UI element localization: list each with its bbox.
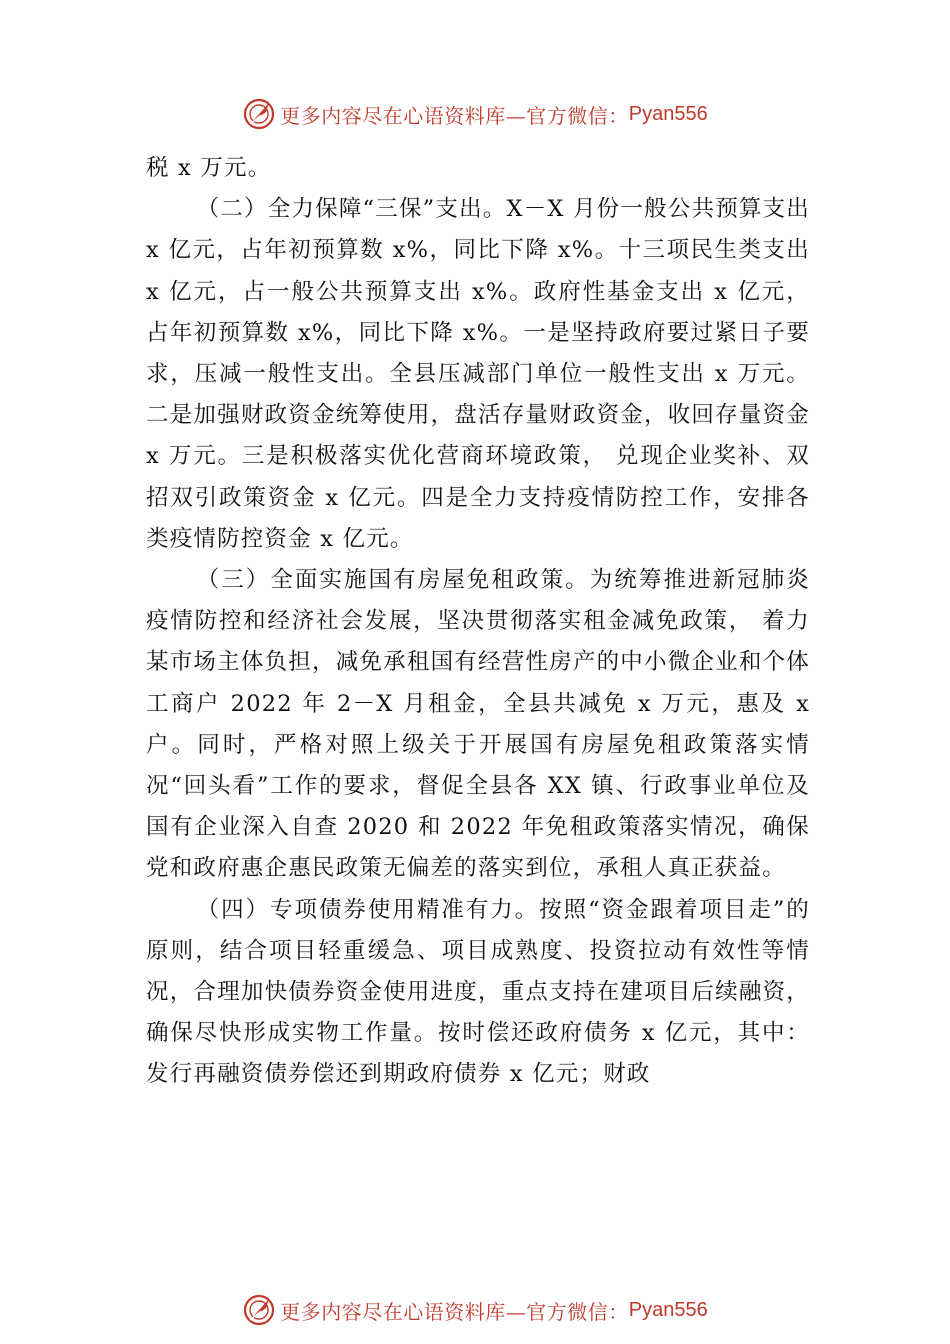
paragraph-rent-exemption: （三）全面实施国有房屋免租政策。为统筹推进新冠肺炎疫情防控和经济社会发展，坚决贯彻落实租金减免政策， 着力某市场主体负担，减免承租国有经营性房产的中小微企业和个体工商户 2022 年 2－X 月租金，全县共减免 x 万元，惠及 x 户。同时，严格对照上级关于开展国有房屋免租政策落实情况“回头看”工作的要求，督促全县各 XX 镇、行政事业单位及国有企业深入自查 2020 和 2022 年免租政策落实情况，确保党和政府惠企惠民政策无偏差的落实到位，承租人真正获益。 <box>146 567 810 882</box>
quill-logo-icon <box>242 97 276 131</box>
watermark-account: Pyan556 <box>628 1298 708 1321</box>
paragraph-continuation: 税 x 万元。 <box>146 155 272 181</box>
watermark-account: Pyan556 <box>628 102 708 125</box>
paragraph-special-bonds: （四）专项债券使用精准有力。按照“资金跟着项目走”的原则，结合项目轻重缓急、项目成熟度、投资拉动有效性等情况，合理加快债券资金使用进度，重点支持在建项目后续融资，确保尽快形成实物工作量。按时偿还政府债务 x 亿元，其中：发行再融资债券偿还到期政府债券 x 亿元；财政 <box>146 896 810 1088</box>
paragraph-san-bao-spending: （二）全力保障“三保”支出。X－X 月份一般公共预算支出 x 亿元，占年初预算数 x%，同比下降 x%。十三项民生类支出 x 亿元，占一般公共预算支出 x%。政府性基金支出 x 亿元，占年初预算数 x%，同比下降 x%。一是坚持政府要过紧日子要求，压减一般性支出。全县压减部门单位一般性支出 x 万元。二是加强财政资金统筹使用，盘活存量财政资金，收回存量资金 x 万元。三是积极落实优化营商环境政策， 兑现企业奖补、双招双引政策资金 x 亿元。四是全力支持疫情防控工作，安排各类疫情防控资金 x 亿元。 <box>146 196 810 552</box>
footer-watermark <box>0 1290 950 1330</box>
watermark-text: 更多内容尽在心语资料库—官方微信： <box>280 1299 629 1324</box>
header-watermark <box>0 94 950 134</box>
document-body <box>146 148 810 1096</box>
watermark-text: 更多内容尽在心语资料库—官方微信： <box>280 103 629 128</box>
quill-logo-icon <box>242 1293 276 1327</box>
